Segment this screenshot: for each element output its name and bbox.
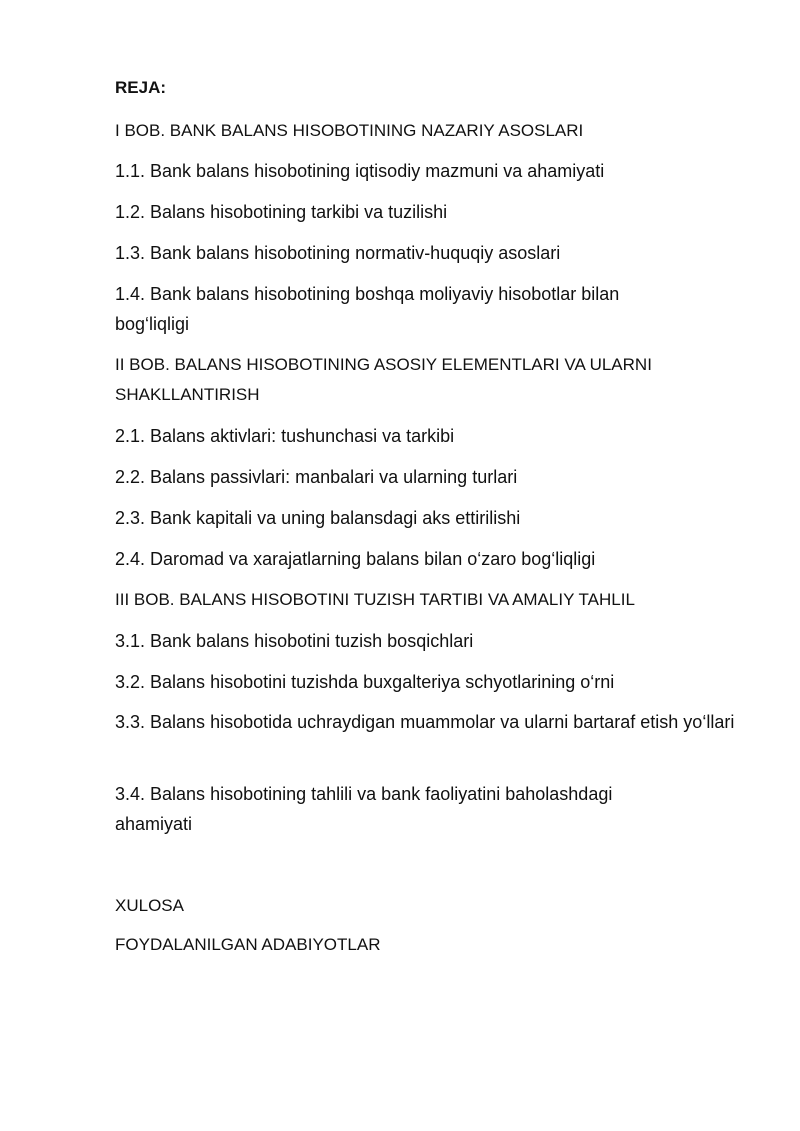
outline-item-3-3: 3.3. Balans hisobotida uchraydigan muammolar va ularni bartaraf etish yo‘llari xyxy=(115,712,735,732)
outline-item-2-4: 2.4. Daromad va xarajatlarning balans bilan o‘zaro bog‘liqligi xyxy=(115,549,596,569)
conclusion-heading: XULOSA xyxy=(115,896,184,915)
plan-title: REJA: xyxy=(115,78,167,97)
outline-item-1-3: 1.3. Bank balans hisobotining normativ-huquqiy asoslari xyxy=(115,243,561,263)
chapter-1-heading: I BOB. BANK BALANS HISOBOTINING NAZARIY ASOSLARI xyxy=(115,121,584,140)
chapter-2-heading: II BOB. BALANS HISOBOTINING ASOSIY ELEMENTLARI VA ULARNI SHAKLLANTIRISH xyxy=(115,355,652,404)
outline-item-2-1: 2.1. Balans aktivlari: tushunchasi va tarkibi xyxy=(115,426,455,446)
outline-item-1-4: 1.4. Bank balans hisobotining boshqa moliyaviy hisobotlar bilan bog‘liqligi xyxy=(115,284,620,334)
outline-item-2-2: 2.2. Balans passivlari: manbalari va ularning turlari xyxy=(115,467,518,487)
references-heading: FOYDALANILGAN ADABIYOTLAR xyxy=(115,935,381,954)
outline-item-1-1: 1.1. Bank balans hisobotining iqtisodiy mazmuni va ahamiyati xyxy=(115,161,605,181)
outline-item-3-4: 3.4. Balans hisobotining tahlili va bank faoliyatini baholashdagi ahamiyati xyxy=(115,784,613,834)
outline-item-2-3: 2.3. Bank kapitali va uning balansdagi aks ettirilishi xyxy=(115,508,521,528)
outline-item-3-1: 3.1. Bank balans hisobotini tuzish bosqichlari xyxy=(115,631,474,651)
chapter-3-heading: III BOB. BALANS HISOBOTINI TUZISH TARTIBI VA AMALIY TAHLIL xyxy=(115,590,635,609)
outline-item-1-2: 1.2. Balans hisobotining tarkibi va tuzilishi xyxy=(115,202,448,222)
outline-item-3-2: 3.2. Balans hisobotini tuzishda buxgalteriya schyotlarining o‘rni xyxy=(115,672,615,692)
